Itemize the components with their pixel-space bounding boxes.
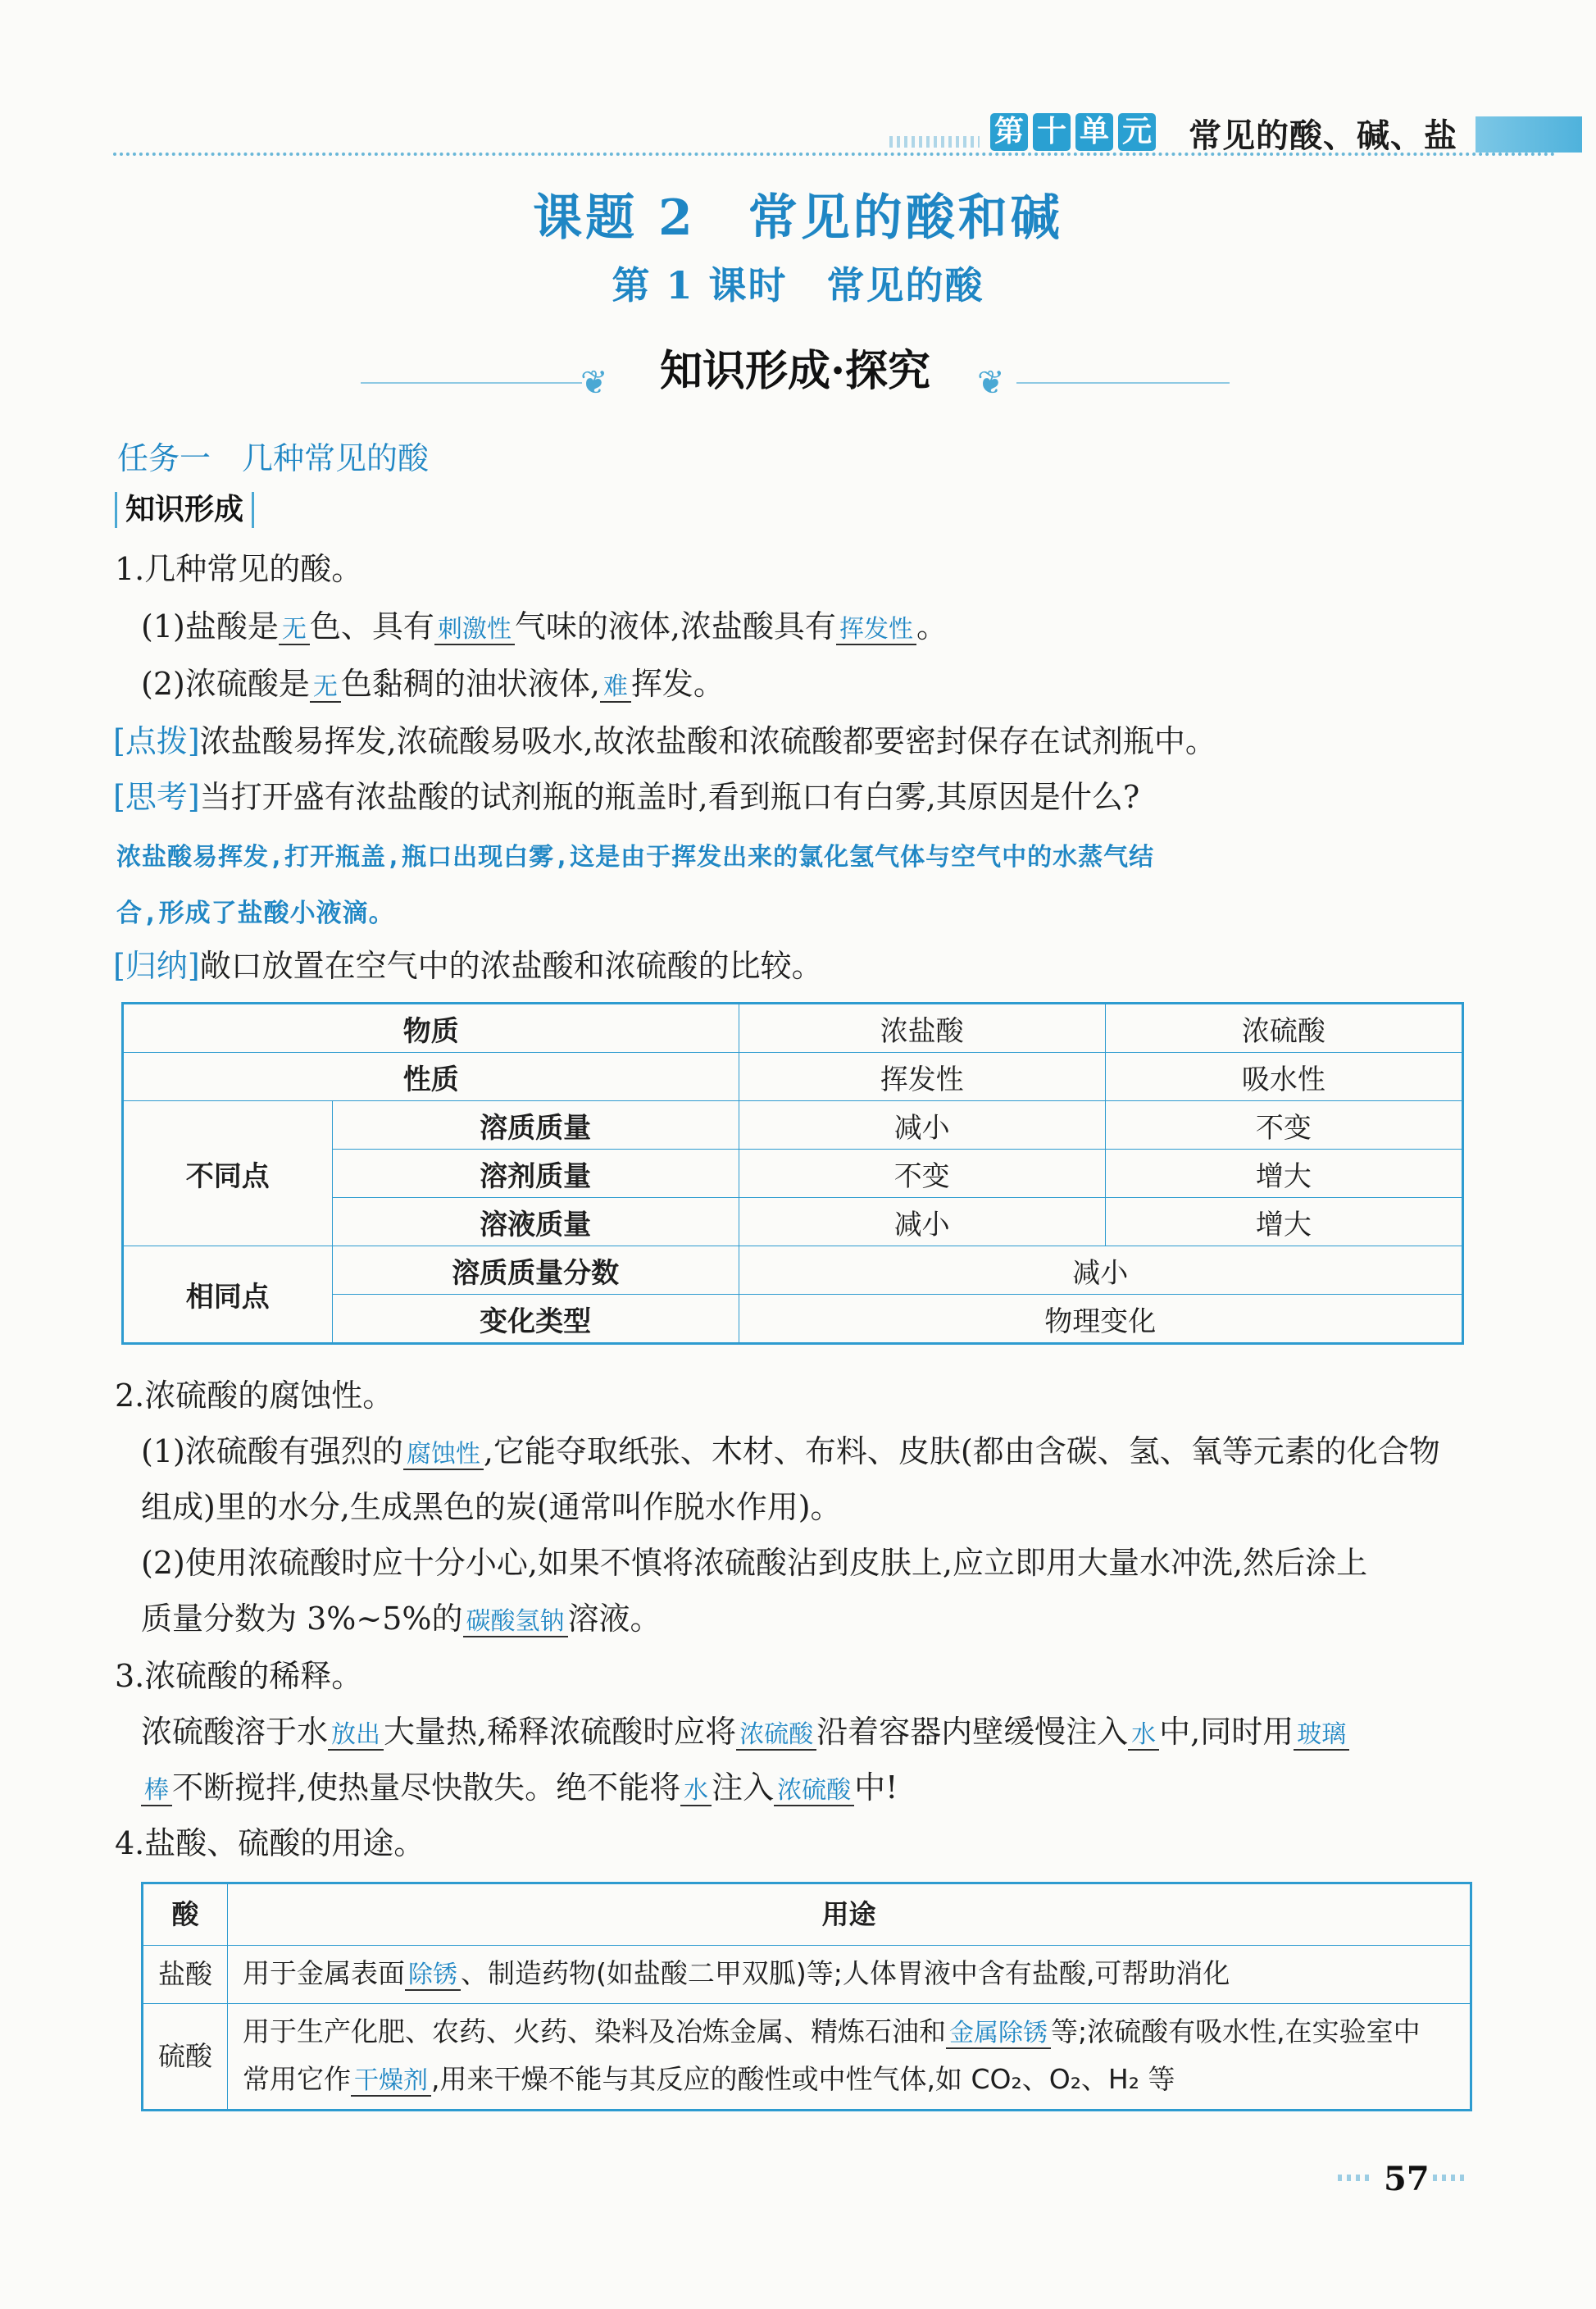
row-label: 溶质质量	[332, 1101, 739, 1150]
table-cell: 物理变化	[739, 1295, 1462, 1344]
think-tag: [思考]	[113, 779, 200, 815]
table-cell: 减小	[739, 1101, 1105, 1150]
item-3-title: 3.浓硫酸的稀释。	[115, 1658, 363, 1694]
item-3-line-2: 棒 不断搅拌,使热量尽快散失。绝不能将 水 注入 浓硫酸 中!	[141, 1766, 898, 1812]
item-2-line-1: (1)浓硫酸有强烈的 腐蚀性 ,它能夺取纸张、木材、布料、皮肤(都由含碳、氢、氧等元素的化合物	[141, 1433, 1440, 1469]
banner-text: 知识形成·探究	[659, 346, 931, 396]
row-label: 溶液质量	[332, 1198, 739, 1246]
page-number: 57	[1384, 2160, 1430, 2198]
answer-blank: 腐蚀性	[403, 1440, 484, 1470]
answer-blank: 棒	[141, 1776, 172, 1806]
header-cell: 浓盐酸	[739, 1004, 1105, 1053]
header-cell: 酸	[143, 1883, 228, 1946]
item-1-title: 1.几种常见的酸。	[115, 551, 363, 587]
item-2-line-2: 组成)里的水分,生成黑色的炭(通常叫作脱水作用)。	[141, 1489, 842, 1525]
task-heading: 任务一 几种常见的酸	[117, 440, 430, 476]
item-2-title: 2.浓硫酸的腐蚀性。	[115, 1378, 394, 1414]
acid-uses-table	[141, 1882, 1472, 2111]
answer-blank: 水	[680, 1776, 712, 1806]
row-label: 溶剂质量	[332, 1150, 739, 1198]
row-label: 变化类型	[332, 1295, 739, 1344]
answer-blank: 刺激性	[434, 615, 515, 645]
item-2-line-4: 质量分数为 3%~5%的 碳酸氢钠 溶液。	[141, 1601, 662, 1637]
group-label: 不同点	[123, 1101, 333, 1246]
use-cell: 用于金属表面 除锈 、制造药物(如盐酸二甲双胍)等;人体胃液中含有盐酸,可帮助消化	[228, 1946, 1471, 2004]
header-dots	[889, 136, 980, 148]
header-cell: 物质	[123, 1004, 739, 1053]
answer-blank: 水	[1128, 1720, 1159, 1751]
table-row	[143, 1946, 1471, 2004]
page-dots-left	[1338, 2175, 1371, 2181]
acid-name-cell: 盐酸	[143, 1946, 228, 2004]
unit-char: 十	[1033, 113, 1071, 151]
item-1-line-2: (2)浓硫酸是 无 色黏稠的油状液体, 难 挥发。	[141, 666, 725, 702]
group-label: 相同点	[123, 1246, 333, 1344]
summary-tag: [归纳]	[113, 948, 200, 984]
summary-line: [归纳]敞口放置在空气中的浓盐酸和浓硫酸的比较。	[113, 948, 823, 984]
answer-blank: 除锈	[405, 1961, 461, 1991]
page-dots-right	[1433, 2175, 1466, 2181]
item-2-line-3: (2)使用浓硫酸时应十分小心,如果不慎将浓硫酸沾到皮肤上,应立即用大量水冲洗,然后涂上	[141, 1545, 1368, 1581]
item-1-line-1: (1)盐酸是 无 色、具有 刺激性 气味的液体,浓盐酸具有 挥发性 。	[141, 608, 948, 644]
acid-name-cell: 硫酸	[143, 2004, 228, 2111]
row-label: 性质	[123, 1053, 739, 1101]
think-line: [思考]当打开盛有浓盐酸的试剂瓶的瓶盖时,看到瓶口有白雾,其原因是什么?	[113, 779, 1140, 815]
table-cell: 减小	[739, 1246, 1462, 1295]
use-cell: 用于生产化肥、农药、火药、染料及冶炼金属、精炼石油和 金属除锈 等;浓硫酸有吸水性,在实验室中 常用它作 干燥剂 ,用来干燥不能与其反应的酸性或中性气体,如 CO₂、O₂、H₂ 等	[228, 2004, 1471, 2111]
unit-badge	[990, 113, 1156, 151]
answer-blank: 浓硫酸	[774, 1776, 854, 1806]
answer-blank: 浓硫酸	[736, 1720, 816, 1751]
lesson-title: 课题 2 常见的酸和碱	[533, 189, 1063, 247]
table-row	[123, 1053, 1463, 1101]
table-cell: 减小	[739, 1198, 1105, 1246]
answer-blank: 放出	[328, 1720, 384, 1751]
table-cell: 不变	[739, 1150, 1105, 1198]
unit-title: 常见的酸、碱、盐	[1189, 117, 1457, 155]
table-row	[143, 2004, 1471, 2111]
subsection-label: 知识形成	[115, 492, 254, 528]
table-row	[123, 1004, 1463, 1053]
flourish-right-icon: ❦	[977, 364, 1005, 402]
period-title: 第 1 课时 常见的酸	[612, 263, 984, 307]
answer-blank: 金属除锈	[946, 2019, 1051, 2049]
unit-char: 第	[990, 113, 1028, 151]
answer-blank: 干燥剂	[351, 2066, 431, 2097]
header-cell: 用途	[228, 1883, 1471, 1946]
handwritten-answer-2: 合,形成了盐酸小液滴。	[116, 899, 395, 928]
answer-blank: 玻璃	[1294, 1720, 1349, 1751]
header-accent-bar	[1476, 116, 1582, 153]
answer-blank: 难	[600, 672, 631, 703]
unit-char: 单	[1075, 113, 1113, 151]
answer-blank: 无	[279, 615, 310, 645]
table-cell: 增大	[1105, 1150, 1462, 1198]
banner-right-line	[1016, 382, 1230, 384]
handwritten-answer-1: 浓盐酸易挥发,打开瓶盖,瓶口出现白雾,这是由于挥发出来的氯化氢气体与空气中的水蒸气结	[116, 843, 1155, 872]
row-label: 溶质质量分数	[332, 1246, 739, 1295]
header-cell: 浓硫酸	[1105, 1004, 1462, 1053]
answer-blank: 挥发性	[836, 615, 916, 645]
answer-blank: 碳酸氢钠	[463, 1607, 568, 1637]
table-row	[123, 1101, 1463, 1150]
item-4-title: 4.盐酸、硫酸的用途。	[115, 1825, 425, 1861]
table-cell: 不变	[1105, 1101, 1462, 1150]
table-cell: 吸水性	[1105, 1053, 1462, 1101]
answer-blank: 无	[310, 672, 341, 703]
unit-char: 元	[1118, 113, 1156, 151]
flourish-left-icon: ❦	[580, 364, 608, 402]
table-cell: 增大	[1105, 1198, 1462, 1246]
item-3-line-1: 浓硫酸溶于水 放出 大量热,稀释浓硫酸时应将 浓硫酸 沿着容器内壁缓慢注入 水 中,同时用 玻璃	[141, 1710, 1349, 1756]
section-banner	[361, 331, 1230, 405]
tip-tag: [点拨]	[113, 723, 200, 759]
banner-left-line	[361, 382, 582, 384]
comparison-table	[121, 1002, 1464, 1345]
table-row	[143, 1883, 1471, 1946]
tip-line: [点拨]浓盐酸易挥发,浓硫酸易吸水,故浓盐酸和浓硫酸都要密封保存在试剂瓶中。	[113, 723, 1216, 759]
table-row	[123, 1246, 1463, 1295]
table-cell: 挥发性	[739, 1053, 1105, 1101]
